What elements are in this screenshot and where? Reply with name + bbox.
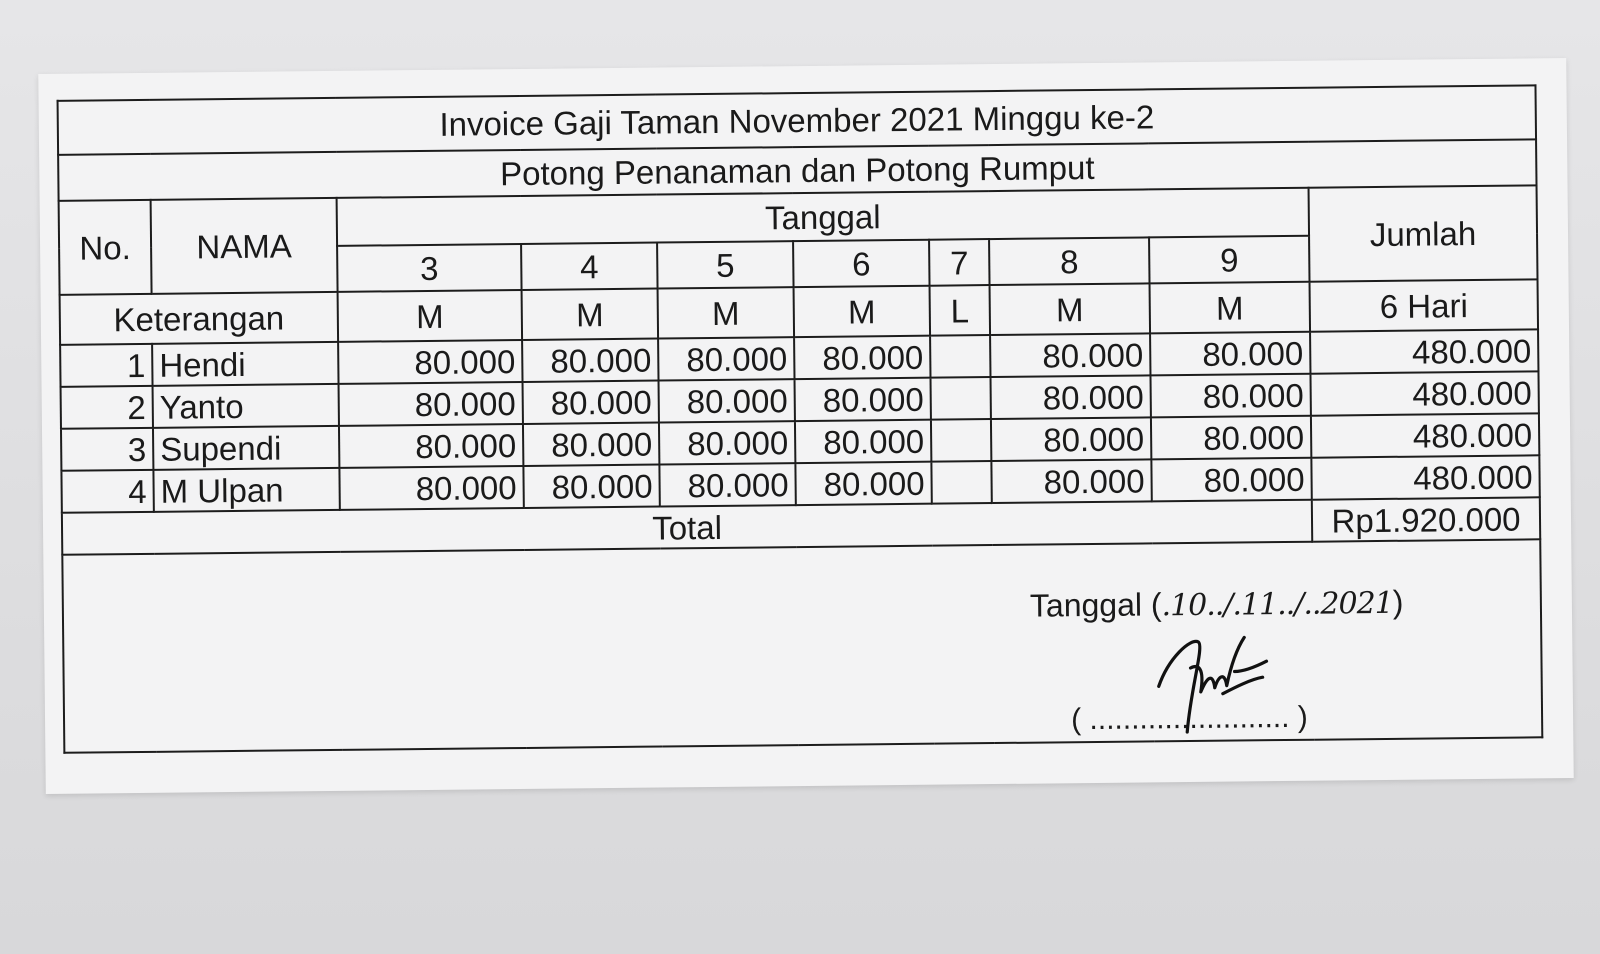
status-cell: M xyxy=(338,290,523,342)
row-total: 480.000 xyxy=(1311,455,1539,499)
row-value: 80.000 xyxy=(1150,332,1310,376)
status-cell: L xyxy=(930,285,991,336)
invoice-sheet xyxy=(57,84,1542,753)
invoice-subtitle: Potong Penanaman dan Potong Rumput xyxy=(58,139,1536,200)
row-value xyxy=(931,419,991,462)
invoice-paper xyxy=(38,58,1573,794)
row-value: 80.000 xyxy=(339,424,523,468)
row-value: 80.000 xyxy=(990,375,1150,419)
row-value: 80.000 xyxy=(1151,458,1311,502)
date-cell: 5 xyxy=(657,241,793,288)
row-number: 3 xyxy=(61,428,153,471)
row-value xyxy=(930,335,990,378)
sign-date-label: Tanggal ( xyxy=(1029,586,1162,624)
row-total: 480.000 xyxy=(1310,371,1538,415)
date-cell: 7 xyxy=(929,239,989,286)
row-value: 80.000 xyxy=(1151,416,1311,460)
row-total: 480.000 xyxy=(1310,329,1538,373)
signature-area xyxy=(62,539,1542,752)
row-total: 480.000 xyxy=(1311,413,1539,457)
row-value xyxy=(931,377,991,420)
row-value xyxy=(931,461,991,504)
row-value: 80.000 xyxy=(338,340,522,384)
row-value: 80.000 xyxy=(522,339,658,382)
status-cell: M xyxy=(1150,282,1311,334)
date-cell: 3 xyxy=(337,244,521,292)
header-tanggal: Tanggal xyxy=(337,188,1309,246)
date-cell: 4 xyxy=(521,243,657,290)
date-cell: 6 xyxy=(793,240,929,287)
status-cell: M xyxy=(794,286,931,337)
row-number: 1 xyxy=(60,344,152,387)
status-cell: M xyxy=(990,283,1151,335)
row-value: 80.000 xyxy=(1150,374,1310,418)
row-name: Yanto xyxy=(153,384,339,428)
row-value: 80.000 xyxy=(523,465,659,508)
sign-date xyxy=(1029,583,1404,624)
row-value: 80.000 xyxy=(659,463,795,506)
row-value: 80.000 xyxy=(991,459,1151,503)
row-value: 80.000 xyxy=(794,336,930,379)
header-no: No. xyxy=(59,200,152,295)
row-value: 80.000 xyxy=(795,420,931,463)
row-value: 80.000 xyxy=(523,423,659,466)
sign-name-line: ( ........................ ) xyxy=(1070,700,1308,737)
row-name: Hendi xyxy=(152,342,338,386)
row-value: 80.000 xyxy=(795,462,931,505)
sign-date-value: .10../.11../..2021 xyxy=(1161,585,1393,624)
signature-block xyxy=(1030,585,1452,739)
row-value: 80.000 xyxy=(659,379,795,422)
row-value: 80.000 xyxy=(339,382,523,426)
row-value: 80.000 xyxy=(523,381,659,424)
invoice-table xyxy=(57,84,1544,753)
row-value: 80.000 xyxy=(795,378,931,421)
row-value: 80.000 xyxy=(990,333,1150,377)
status-cell: M xyxy=(522,289,659,340)
row-value: 80.000 xyxy=(339,466,523,510)
row-name: M Ulpan xyxy=(153,468,339,512)
date-cell: 8 xyxy=(989,237,1149,285)
row-value: 80.000 xyxy=(658,337,794,380)
header-jumlah: Jumlah xyxy=(1309,185,1538,281)
sign-date-close: ) xyxy=(1392,583,1404,620)
status-cell: M xyxy=(658,287,795,338)
row-name: Supendi xyxy=(153,426,339,470)
row-number: 2 xyxy=(61,386,153,429)
grand-total: Rp1.920.000 xyxy=(1312,497,1540,541)
header-nama: NAMA xyxy=(151,198,338,294)
row-value: 80.000 xyxy=(991,417,1151,461)
row-value: 80.000 xyxy=(659,421,795,464)
total-label: Total xyxy=(62,500,1312,555)
header-keterangan: Keterangan xyxy=(60,292,339,345)
row-number: 4 xyxy=(61,470,153,513)
days-total: 6 Hari xyxy=(1310,279,1539,331)
date-cell: 9 xyxy=(1149,236,1309,284)
invoice-title: Invoice Gaji Taman November 2021 Minggu ke-2 xyxy=(58,85,1537,154)
